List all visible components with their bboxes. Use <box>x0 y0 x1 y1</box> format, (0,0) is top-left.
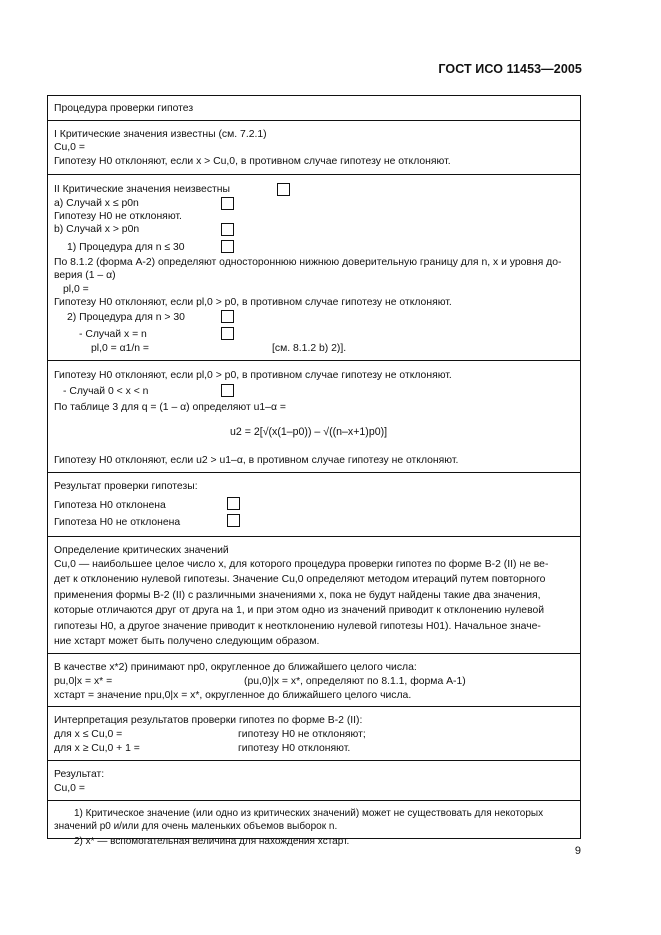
interp-row2-left: для x ≥ Cu,0 + 1 = <box>54 743 140 754</box>
section-divider <box>48 800 580 801</box>
reference-line1: По 8.1.2 (форма А-2) определяют одностороннюю нижнюю доверительную границу для n, x и уровня до- <box>54 257 562 268</box>
footnote-2: 2) x* — вспомогательная величина для нахождения xстарт. <box>74 836 350 847</box>
footnote-1-line2: значений p0 и/или для очень маленьких объемов выборок n. <box>54 821 338 832</box>
formula-pl0: pl,0 = α1/n = <box>91 343 150 354</box>
case-x-eq-n: - Случай x = n <box>79 329 147 340</box>
case-range-label: - Случай 0 < x < n <box>63 386 149 397</box>
critical-line: дет к отклонению нулевой гипотезы. Значение Cu,0 определяют методом итераций путем повторного <box>54 574 546 585</box>
case-b-label: b) Случай x > p0n <box>54 224 140 235</box>
checkbox-case-b[interactable] <box>221 223 234 236</box>
section3-u2-rule: Гипотезу H0 отклоняют, если u2 > u1–α, в противном случае гипотезу не отклоняют. <box>54 455 459 466</box>
page-number: 9 <box>574 845 581 857</box>
document-code: ГОСТ ИСО 11453—2005 <box>438 62 582 76</box>
form-title: Процедура проверки гипотез <box>54 103 194 114</box>
section-divider <box>48 536 580 537</box>
result-heading: Результат проверки гипотезы: <box>54 481 198 492</box>
section-divider <box>48 760 580 761</box>
checkbox-procedure2[interactable] <box>221 310 234 323</box>
result-not-rejected-label: Гипотеза H0 не отклонена <box>54 517 181 528</box>
critical-line: Cu,0 — наибольшее целое число x, для которого процедура проверки гипотез по форме В-2 (II) не ве- <box>54 559 549 570</box>
procedure2-label: 2) Процедура для n > 30 <box>67 312 185 323</box>
interp-row1-left: для x ≤ Cu,0 = <box>54 729 123 740</box>
result-rejected-label: Гипотеза H0 отклонена <box>54 500 166 511</box>
xstar-line: В качестве x*2) принимают np0, округленное до ближайшего целого числа: <box>54 662 417 673</box>
section2-heading: II Критические значения неизвестны <box>54 184 230 195</box>
xstart-line: xстарт = значение npu,0|x = x*, округленное до ближайшего целого числа. <box>54 690 412 701</box>
section-divider <box>48 706 580 707</box>
section-divider <box>48 120 580 121</box>
pu0-field: pu,0|x = x* = <box>54 676 113 687</box>
checkbox-case-a[interactable] <box>221 197 234 210</box>
critical-line: применения формы В-2 (II) с различными значениями x, пока не будут найдены такие два значения, <box>54 590 541 601</box>
case-a-result: Гипотезу H0 не отклоняют. <box>54 211 182 222</box>
pu0-reference: (pu,0)|x = x*, определяют по 8.1.1, форма А-1) <box>244 676 466 687</box>
checkbox-case-range[interactable] <box>221 384 234 397</box>
interp-row1-right: гипотезу H0 не отклоняют; <box>238 729 366 740</box>
checkbox-rejected[interactable] <box>227 497 240 510</box>
critical-line: которые отличаются друг от друга на 1, и при этом одно из значений приводит к отклонению нулевой <box>54 605 545 616</box>
section3-rule: Гипотезу H0 отклоняют, если pl,0 > p0, в противном случае гипотезу не отклоняют. <box>54 370 452 381</box>
case-a-label: а) Случай x ≤ p0n <box>54 198 139 209</box>
form-frame <box>47 95 581 847</box>
section-divider <box>48 174 580 175</box>
section-divider <box>48 360 580 361</box>
critical-line: гипотезы H0, а другое значение приводит к неотклонению нулевой гипотезы H01). Начальное значе- <box>54 621 541 632</box>
section-divider <box>48 472 580 473</box>
procedure1-label: 1) Процедура для n ≤ 30 <box>67 242 185 253</box>
section-divider <box>48 653 580 654</box>
formula-u2: u2 = 2[√(x(1–p0)) – √((n–x+1)p0)] <box>230 426 388 438</box>
formula-reference: [см. 8.1.2 b) 2)]. <box>272 343 347 354</box>
critical-heading: Определение критических значений <box>54 545 229 556</box>
section1-rule: Гипотезу H0 отклоняют, если x > Cu,0, в противном случае гипотезу не отклоняют. <box>54 156 451 167</box>
section1-cu0: Cu,0 = <box>54 142 85 153</box>
final-heading: Результат: <box>54 769 105 780</box>
checkbox-not-rejected[interactable] <box>227 514 240 527</box>
table3-line: По таблице 3 для q = (1 – α) определяют u1–α = <box>54 402 286 413</box>
checkbox-x-eq-n[interactable] <box>221 327 234 340</box>
pl0-field: pl,0 = <box>63 284 89 295</box>
footnote-1-line1: 1) Критическое значение (или одно из критических значений) может не существовать для некоторых <box>74 808 544 819</box>
interp-row2-right: гипотезу H0 отклоняют. <box>238 743 351 754</box>
pl0-reject-rule: Гипотезу H0 отклоняют, если pl,0 > p0, в противном случае гипотезу не отклоняют. <box>54 297 452 308</box>
section1-heading: I Критические значения известны (см. 7.2.1) <box>54 129 267 140</box>
critical-line: ние xстарт может быть получено следующим образом. <box>54 636 320 647</box>
checkbox-unknown[interactable] <box>277 183 290 196</box>
checkbox-procedure1[interactable] <box>221 240 234 253</box>
reference-line2: верия (1 – α) <box>54 270 116 281</box>
final-cu0: Cu,0 = <box>54 783 85 794</box>
interp-heading: Интерпретация результатов проверки гипотез по форме В-2 (II): <box>54 715 363 726</box>
